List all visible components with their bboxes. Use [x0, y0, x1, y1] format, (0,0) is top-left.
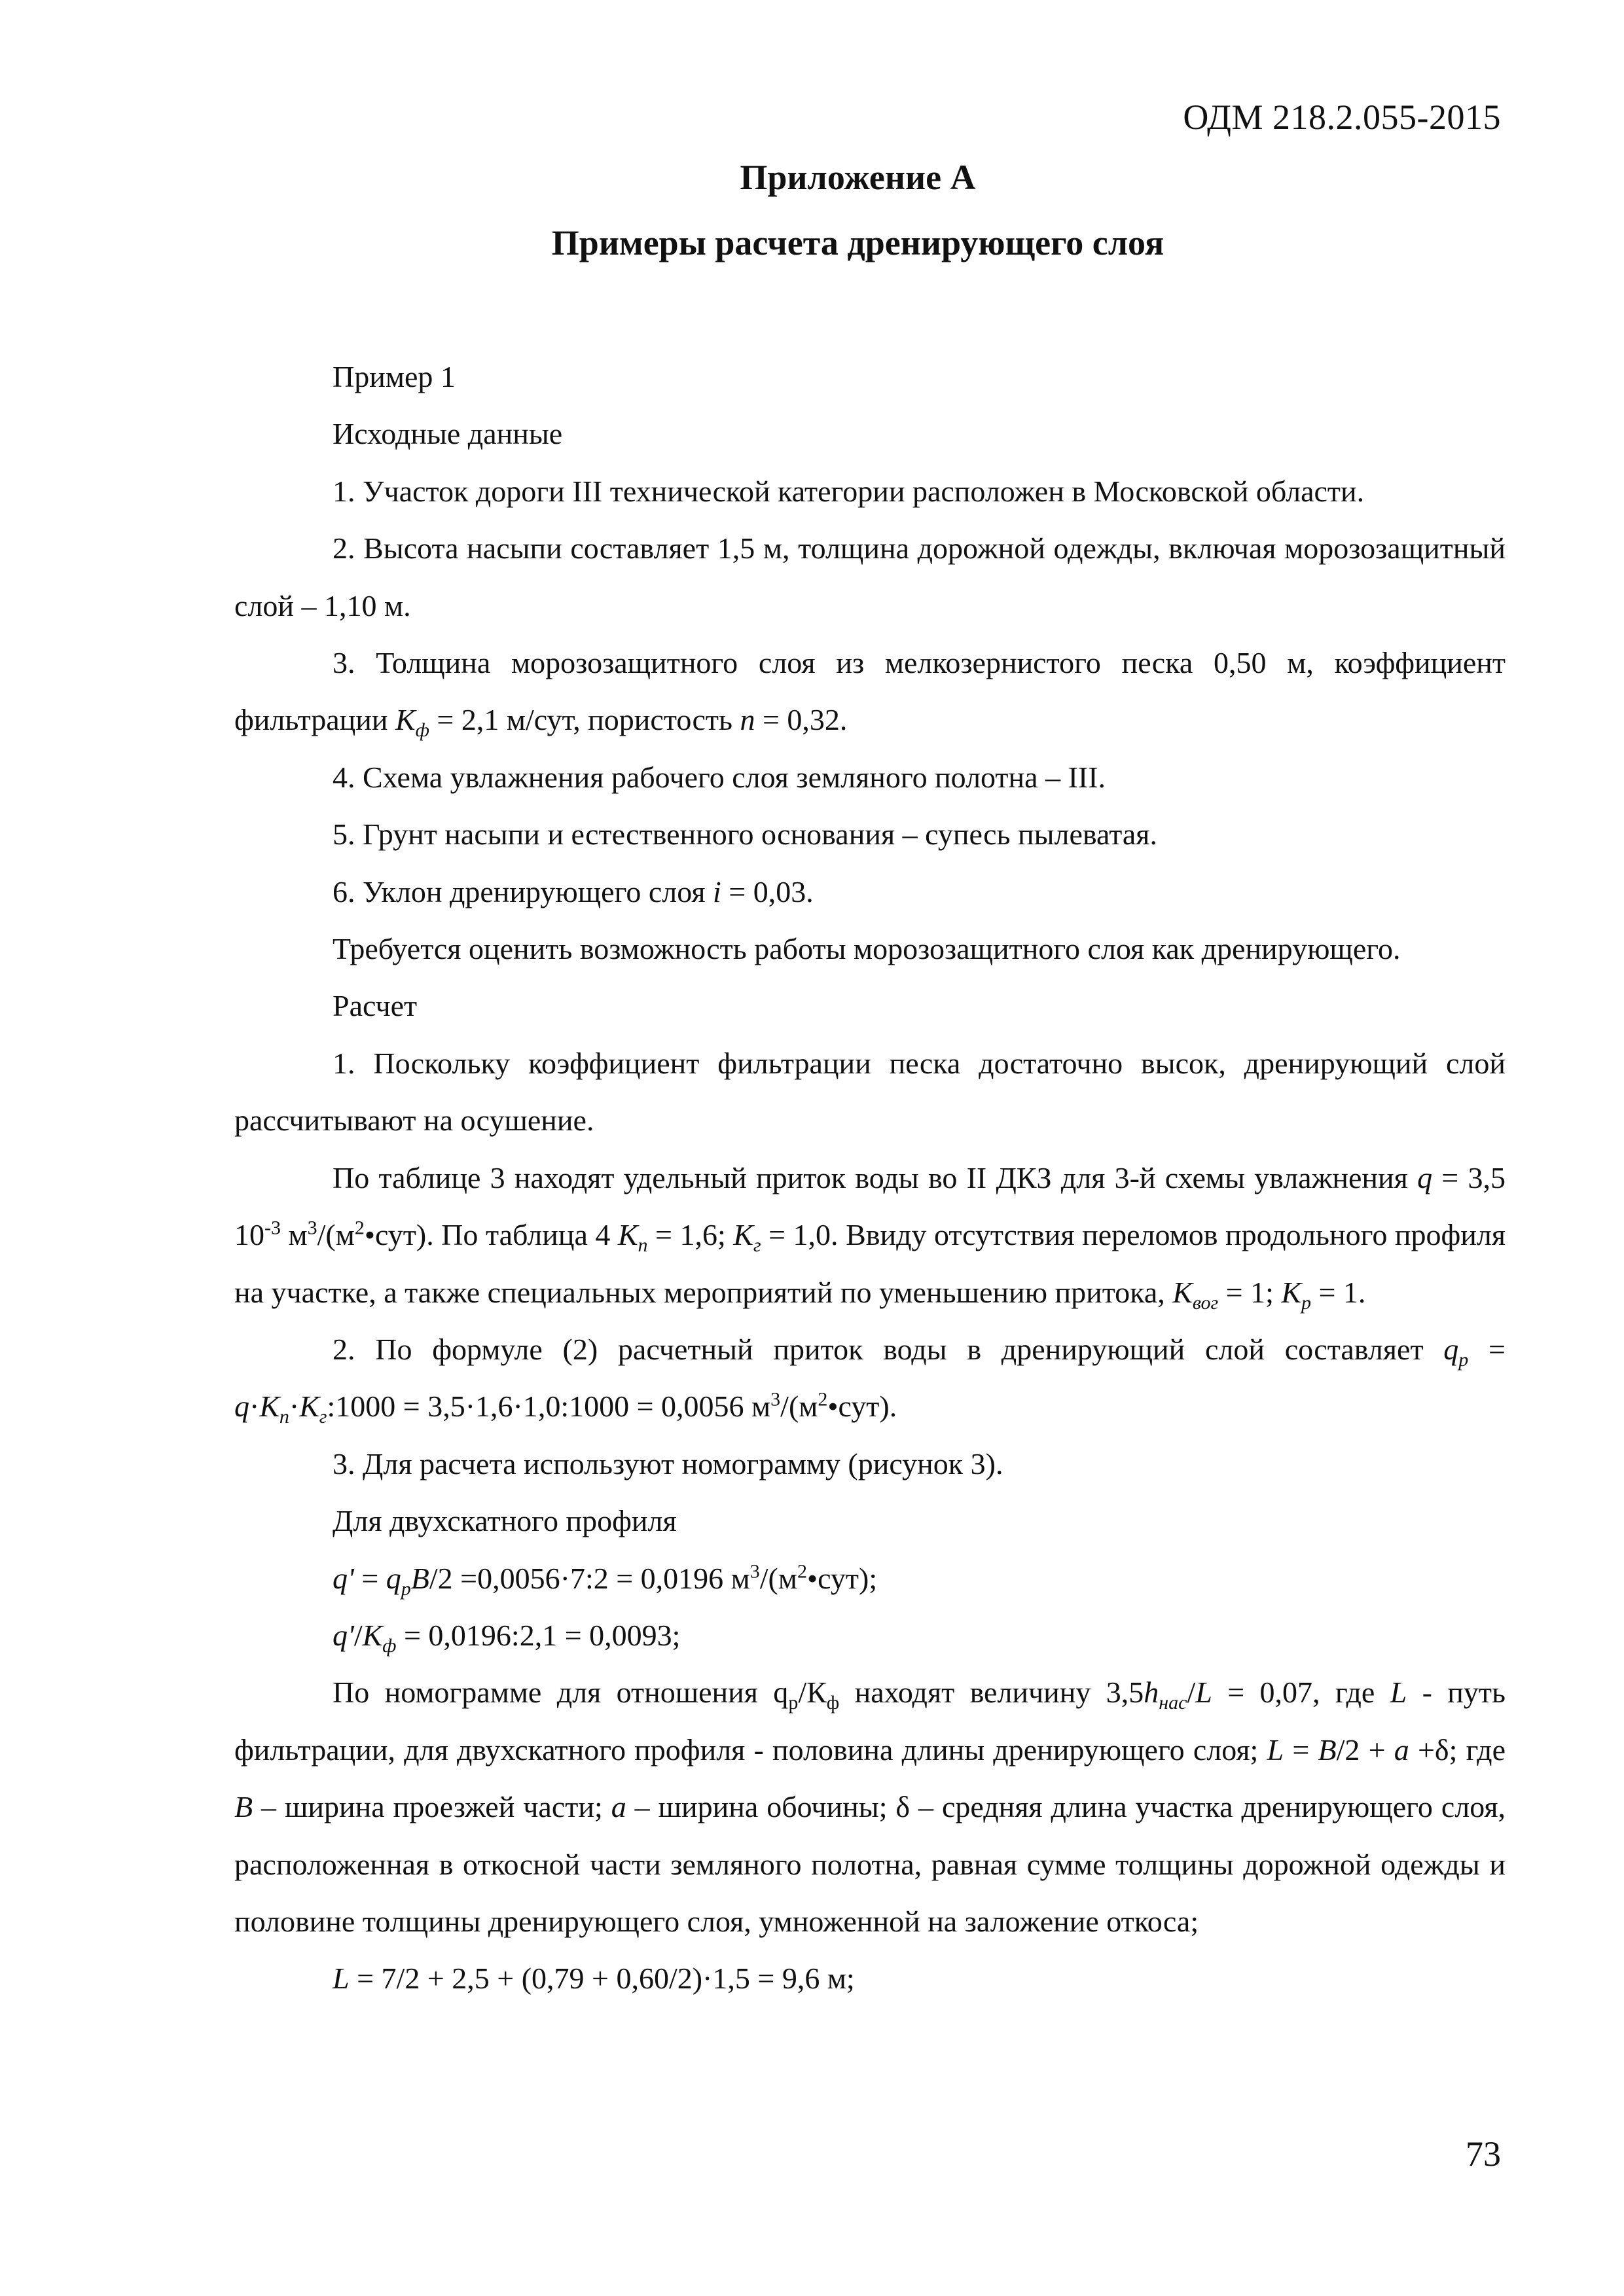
formula-q-ratio: $q'/К_ф$ = 0,0196:2,1 = 0,0093;: [333, 1618, 681, 1657]
input-item-4: 4. Схема увлажнения рабочего слоя земляного полотна – III.: [333, 760, 1106, 794]
profile-label: Для двухскатного профиля: [333, 1504, 677, 1538]
input-item-5: 5. Грунт насыпи и естественного основания – супесь пылеватая.: [333, 817, 1157, 852]
page-number: 73: [1466, 2134, 1501, 2174]
formula-path-length: L = 7/2 + 2,5 + (0,79 + 0,60/2)·1,5 = 9,6 м;: [333, 1962, 855, 1996]
document-code: ОДМ 218.2.055-2015: [1183, 98, 1501, 137]
input-data-label: Исходные данные: [333, 417, 563, 451]
table-lookup-paragraph: По таблице 3 находят удельный приток воды во II ДКЗ для 3-й схемы увлажнения q = 3,5 $10^{-3}$ $м^3/(м^2•сут)$. По таблица 4 $К_п = 1,6$; $К_г = 1,0$. Ввиду отсутствия переломов продольного профиля на участке, а также специальных мероприятий по уменьшению притока, $К_{вог} = 1$; $К_р = 1$.: [234, 1160, 1506, 1314]
input-item-2: 2. Высота насыпи составляет 1,5 м, толщина дорожной одежды, включая морозозащитный слой – 1,10 м.: [234, 531, 1506, 622]
example-label: Пример 1: [333, 360, 456, 393]
calculation-step-3: 3. Для расчета используют номограмму (рисунок 3).: [333, 1446, 1003, 1480]
appendix-subtitle: Примеры расчета дренирующего слоя: [551, 223, 1164, 262]
formula-q-prime: $q' = q_рB/2$ =0,0056·7:2 = 0,0196 $м^3/(м^2•сут)$;: [333, 1560, 878, 1600]
document-body: [234, 348, 1506, 2007]
nomogram-paragraph: По номограмме для отношения $q_р/К_ф$ находят величину $3,5h_{нас}/L = 0,07$, где L - путь фильтрации, для двухскатного профиля - половина длины дренирующего слоя; L = B/2 + a +δ; где B – ширина проезжей части; a – ширина обочины; δ – средняя длина участка дренирующего слоя, расположенная в откосной части земляного полотна, равная сумме толщины дорожной одежды и половине толщины дренирующего слоя, умноженной на заложение откоса;: [234, 1676, 1506, 1938]
input-item-6: 6. Уклон дренирующего слоя i = 0,03.: [333, 874, 814, 908]
calculation-label: Расчет: [333, 989, 418, 1023]
calculation-step-2: 2. По формуле (2) расчетный приток воды в дренирующий слой составляет $q_р$ = $q\cdot К_п\cdot К_г:1000$ = 3,5·1,6·1,0:1000 = 0,0056 $м^3/(м^2•сут)$.: [234, 1332, 1506, 1428]
calculation-step-1: 1. Поскольку коэффициент фильтрации песка достаточно высок, дренирующий слой рассчитывают на осушение.: [234, 1046, 1506, 1138]
appendix-title: Приложение А: [740, 158, 976, 197]
input-item-3: 3. Толщина морозозащитного слоя из мелкозернистого песка 0,50 м, коэффициент фильтрации $К_ф = 2,1$ м/сут, пористость n = 0,32.: [234, 646, 1506, 742]
requirement-text: Требуется оценить возможность работы морозозащитного слоя как дренирующего.: [333, 932, 1401, 966]
input-item-1: 1. Участок дороги III технической категории расположен в Московской области.: [333, 474, 1365, 508]
